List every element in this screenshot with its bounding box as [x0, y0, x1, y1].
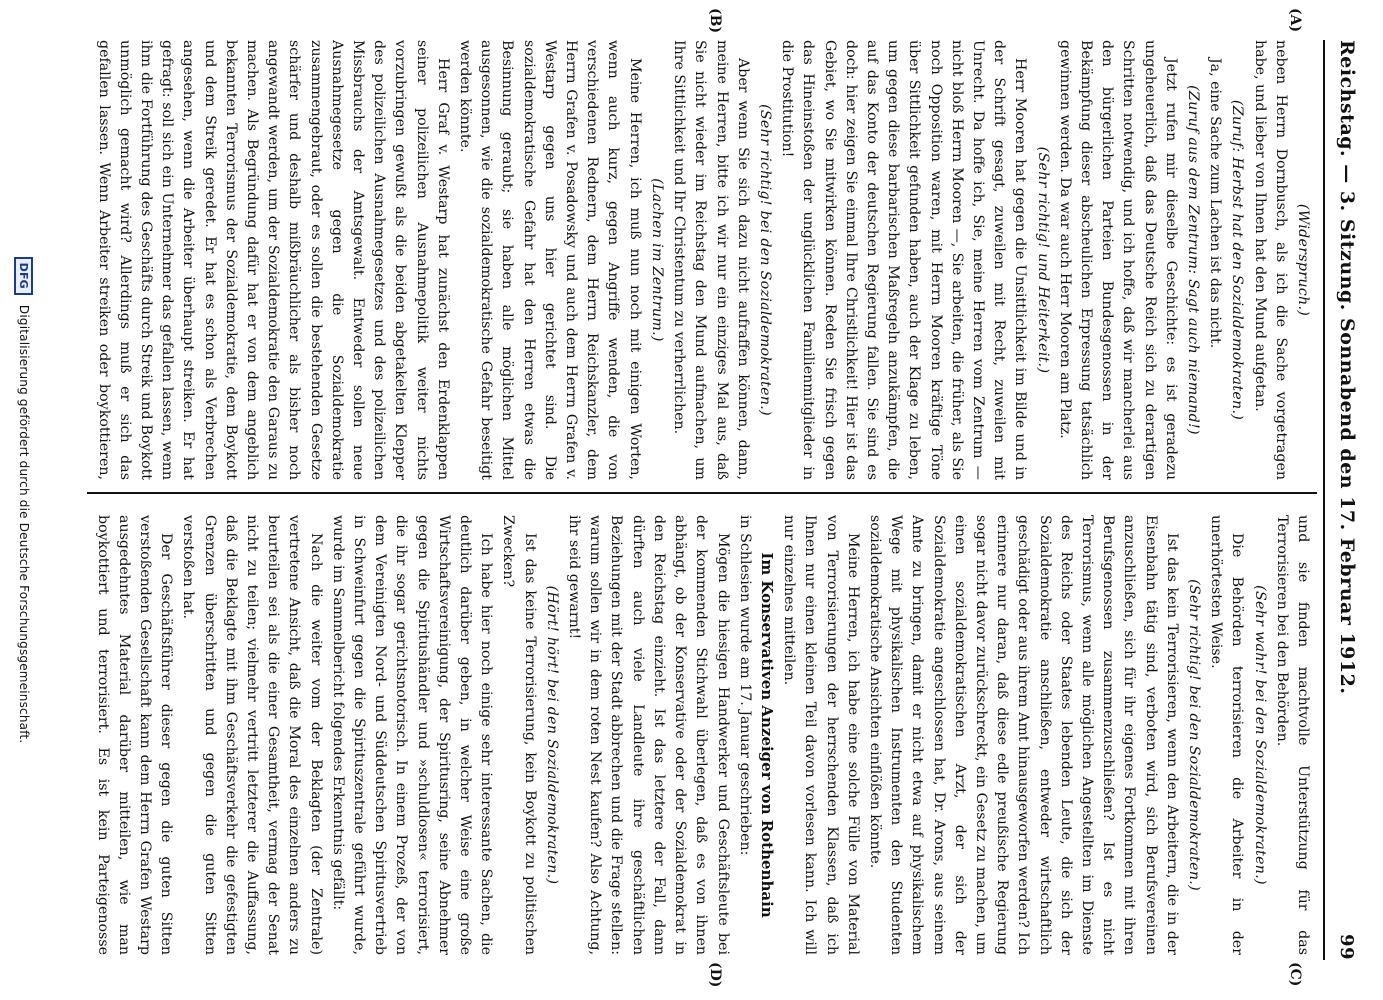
stage-direction: (Lachen im Zentrum.) [648, 178, 665, 342]
paragraph: Ist das keine Terrorisierung, kein Boykott zu politischen Zwecken? [500, 515, 538, 955]
paragraph: Nach die weiter vom der Beklagten (der Zentrale) vertretene Ansicht, daß die Moral des einzelnen anders zu beurteilen sei als die einer Gesamtheit, vermag der Senat nicht zu teilen; vielmehr vertritt letzterer die Auffassung, daß die Beklagte mit ihm Geschäftsverkehr die gefestigten Grenzen überschritten und gegen die guten Sitten verstoßen hat. [180, 515, 324, 955]
stage-direction: (Zuruf aus dem Zentrum: Sagt auch niemand!) [1184, 85, 1201, 435]
stage-direction: (Sehr richtig! bei den Sozialdemokraten.) [1185, 579, 1202, 891]
right-text-column [93, 515, 1313, 955]
paragraph: Herr Mooren hat gegen die Unsittlichkeit im Bilde und in der Schrift gesagt, zuweilen mit Recht, zuweilen mit Unrecht. Da hoffe ich, Sie, meine Herren vom Zentrum — nicht bloß Herrn Mooren —, Sie arbeiten, die früher, als Sie noch Opposition waren, mit Herrn Mooren kräftige Töne über Sittlichkeit gefunden haben, auch der Klage zu leben, um gegen diese barbarischen Maßregeln anzukämpfen, die auf das Konto der deutschen Regierung fallen. Sie sind es doch: hier zeigen Sie einmal Ihre Christlichkeit! Hier ist das Gebiet, wo Sie mitwirken können. Reden Sie frisch gegen das Hineinstoßen der unglücklichen Familienmitglieder in die Prostitution! [779, 40, 1029, 480]
stage-direction: (Zuruf: Herbst hat den Sozialdemokraten.) [1229, 99, 1246, 421]
paragraph: Meine Herren, ich habe eine solche Fülle von Material von Terrorisierungen der herrschenden Klassen, daß ich Ihnen nur einen kleinen Teil davon vorlesen kann. Ich will nur einzelnes mitteilen. [781, 515, 861, 955]
stage-direction: (Sehr wahr! bei den Sozialdemokraten.) [1251, 585, 1268, 885]
stage-direction: (Hört! hört! bei den Sozialdemokraten.) [543, 585, 560, 885]
stage-direction: (Widerspruch.) [1295, 203, 1311, 317]
dfg-logo: DFG [15, 257, 34, 295]
paragraph: in Schlesien wurde am 17. Januar geschrieben: [736, 515, 753, 856]
paragraph: Die Behörden terrorisieren die Arbeiter in der unerhörtesten Weise. [1208, 515, 1246, 955]
paragraph: neben Herrn Dornbusch, als ich die Sache vorgetragen habe, und lieber von Ihnen hat den Mund aufgetan. [1251, 40, 1289, 480]
column-divider [87, 492, 1317, 494]
paragraph: Der Geschäftsführer dieser gegen die guten Sitten verstoßenden Gesellschaft kann dem Herrn Grafen Westarp ausgedehntes Material darüber mitteilen, wie man boykottiert und terrorisiert. Es ist kein Parteigenosse [94, 515, 175, 955]
paragraph: Jetzt rufen mir dieselbe Geschichte: es ist geradezu ungeheuerlich, daß das Deutsche Reich sich zu derartigen Schritten notwendig, und ich hoffe, daß wir mancherlei aus den bürgerlichen Parteien Bundesgenossen in der Bekämpfung dieser abscheulichen Erpressung tatsächlich gewinnen werden. Da war auch Herr Mooren am Platz. [1056, 40, 1179, 480]
paragraph: Meine Herren, ich muß nun noch mit einigen Worten, wenn auch kurz, gegen Angriffe wenden, die von verschiedenen Rednern, dem Herrn Reichskanzler, dem Herrn Grafen v. Posadowsky und auch dem Herrn Grafen v. Westarp gegen uns hier gerichtet sind. Die sozialdemokratische Gefahr hat den Herren etwas die Besinnung geraubt; sie haben alle möglichen Mittel ausgesonnen, wie die sozialdemokratische Gefahr beseitigt werden könnte. [457, 40, 643, 480]
page-header [1323, 40, 1369, 960]
paragraph: Ich habe hier noch einige sehr interessante Sachen, die deutlich darüber geben, in welcher Weise eine große Wirtschaftsvereinigung, der Spiritusring, seine Abnehmer gegen die Spiritushändler und »schuldlosen« terrorisiert, die ihr sogar gerichtsnotorisch. In einem Prozeß, der von dem Vereinigten Nord- und Süddeutschen Spiritusvertrieb in Schweinfurt gegen die Spirituszentrale geführt wurde, wurde im Sammelbericht folgendes Erkenntnis gefällt: [329, 515, 495, 955]
paragraph: Ist das kein Terrorisieren, wenn den Arbeitern, die in der Eisenbahn tätig sind, verboten wird, sich Berufsvereinen anzuschließen, sich für ihr eigenes Fortkommen mit ihren Berufsgenossen zusammenzuschließen? Ist es nicht Terrorismus, wenn alle möglichen Angestellten im Dienste des Reichs oder Staates lebenden Leute, die sich der Sozialdemokratie anschließen, entweder wirtschaftlich geschädigt oder aus ihrem Amt hinausgeworfen werden? Ich erinnere nur daran, daß diese edle preußische Regierung sogar nicht davor zurückschreckt, ein Gesetz zu machen, um einen sozialdemokratischen Arzt, der sich der Sozialdemokratie angeschlossen hat, Dr. Arons, aus seinem Amte zu bringen, damit er nicht etwa auf physikalischem Wege mit physikalischen Instrumenten den Studenten sozialdemokratische Ansichten einflößen könnte. [866, 515, 1180, 955]
margin-mark-d: (D) [707, 962, 723, 988]
stage-direction: (Sehr richtig! bei den Sozialdemokraten.) [756, 104, 773, 416]
paragraph: Aber wenn Sie sich dazu nicht aufraffen können, dann, meine Herren, bitte ich wir nur ein einziges Mal aus, daß Sie nicht wieder im Reichstag den Mund aufmachen, um Ihre Sittlichkeit und Ihr Christentum zu verherrlichen. [671, 40, 751, 480]
left-text-column [93, 40, 1313, 480]
paragraph: Ja, eine Sache zum Lachen ist das nicht. [1207, 58, 1224, 349]
stage-direction: (Sehr richtig! und Heiterkeit.) [1034, 146, 1051, 374]
margin-mark-c: (C) [1287, 962, 1303, 987]
page-footer [7, 0, 41, 1000]
footer-credit: Digitalisierung gefördert durch die Deutsche Forschungsgemeinschaft. [17, 304, 31, 744]
paragraph: Herr Graf v. Westarp hat zunächst den Erdenklappen seiner polizeilichen Ausnahmepolitik weiter nichts vorzubringen gewußt als die beiden abgetakelten Klepper des polizeilichen Ausnahmegesetzes und des polizeilichen Missbrauchs der Amtsgewalt. Entweder sollen neue Ausnahmegesetze gegen die Sozialdemokratie zusammengebraut, oder es sollen die bestehenden Gesetze schärfer und deshalb mißbräuchlicher als bisher noch angewandt werden, um der Sozialdemokratie den Garaus zu machen. Als Begründung dafür hat er von dem angeblich bekannten Terrorismus der Sozialdemokratie, dem Boykott und dem Streik geredet. Er hat es schon als Verbrechen angesehen, wenn die Arbeiter überhaupt streiken. Er hat gefragt: soll sich ein Unternehmer das gefallen lassen, wenn ihm die Fortführung des Geschäfts durch Streik und Boykott unmöglich gemacht wird? Allerdings muß er sich das gefallen lassen. Wenn Arbeiter streiken oder boykottieren, [95, 40, 451, 480]
margin-mark-b: (B) [707, 8, 723, 34]
page-number: 99 [1336, 933, 1358, 960]
header-title: Reichstag. — 3. Sitzung. Sonnabend den 17. Februar 1912. [1336, 40, 1358, 695]
paragraph: Mögen die hiesigen Handwerker und Geschäftsleute bei der kommenden Stichwahl überlegen, daß es von ihnen abhängt, ob der Konservative oder der Sozialdemokrat in den Reichstag einzieht. Ist das letztere der Fall, dann dürften auch viele Landleute ihre geschäftlichen Beziehungen mit der Stadt abbrechen und die Frage stellen: warum sollen wir in dem roten Nest kaufen? Also Achtung, ihr seid gewarnt! [566, 515, 731, 955]
section-heading: Im Konservativen Anzeiger von Rothenhain [757, 552, 776, 918]
paragraph: und sie finden machtvolle Unterstützung für das Terrorisieren bei den Behörden. [1273, 515, 1311, 955]
margin-mark-a: (A) [1287, 8, 1303, 33]
